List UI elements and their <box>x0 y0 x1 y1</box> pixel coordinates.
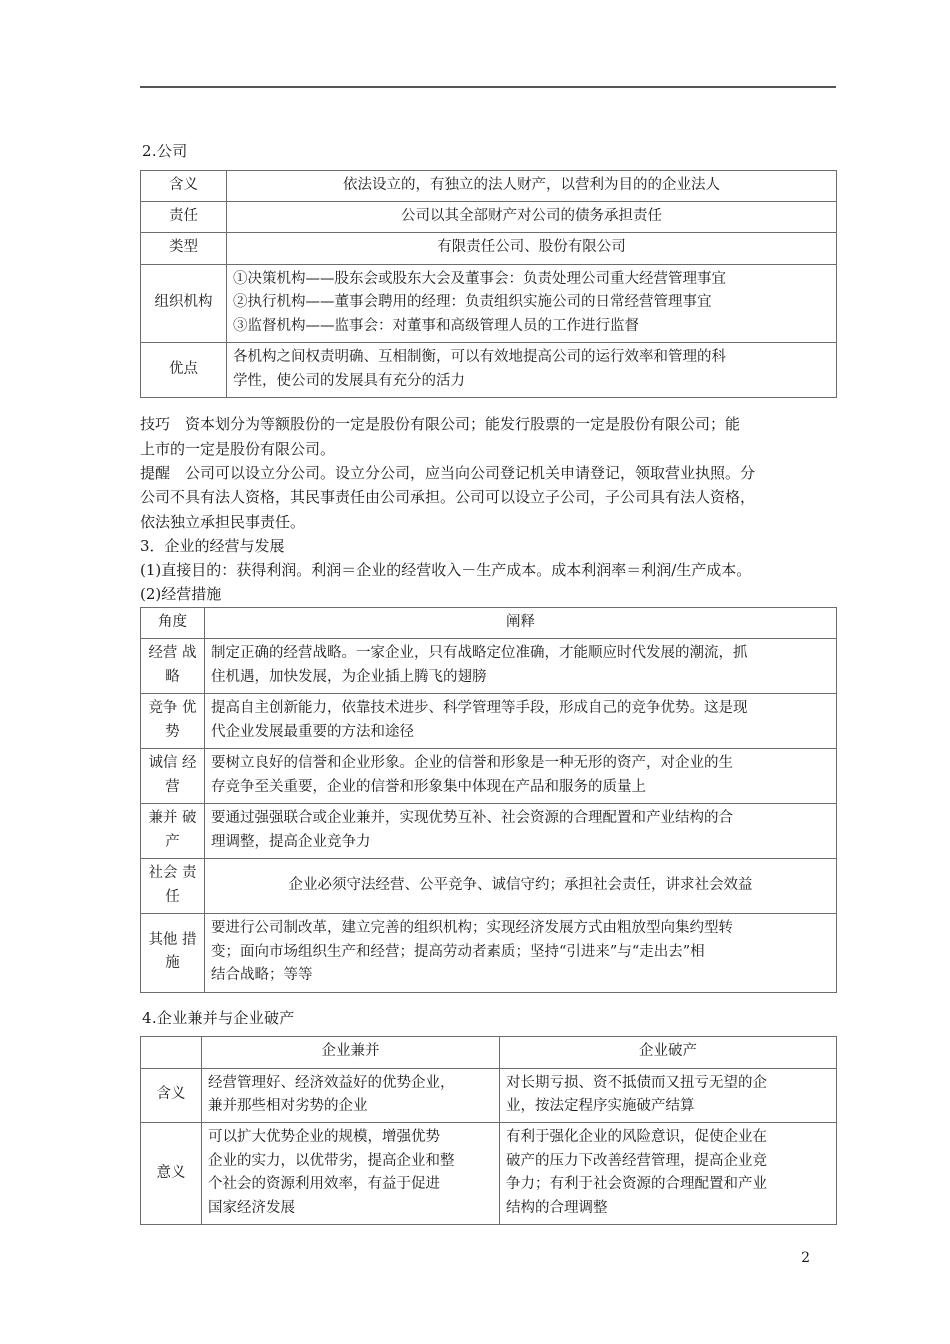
table-row <box>141 201 837 232</box>
page-number: 2 <box>801 1250 810 1266</box>
note-line: 依法独立承担民事责任。 <box>140 512 306 531</box>
content-line: 对长期亏损、资不抵债而又扭亏无望的企 <box>506 1074 767 1091</box>
table-row <box>141 804 837 859</box>
spacer <box>140 398 836 412</box>
content-line: 兼并那些相对劣势的企业 <box>208 1098 368 1114</box>
row-content <box>205 694 837 749</box>
row-content <box>205 859 837 914</box>
company-table <box>140 170 837 399</box>
table-header-row <box>141 1037 837 1068</box>
label-line: 破产 <box>165 810 197 850</box>
content-line: 住机遇，加快发展，为企业插上腾飞的翅膀 <box>211 668 487 685</box>
content-line: 结构的合理调整 <box>506 1199 608 1216</box>
content-line: 变；面向市场组织生产和经营；提高劳动者素质；坚持“引进来”与“走出去”相 <box>211 943 705 960</box>
row-content <box>227 343 837 398</box>
note-line: 提醒 公司可以设立分公司。设立分公司，应当向公司登记机关申请登记，领取营业执照。分 <box>140 463 756 482</box>
column-header-angle: 角度 <box>141 607 205 638</box>
content-line: 经营管理好、经济效益好的优势企业， <box>208 1074 455 1091</box>
table-row <box>141 749 837 804</box>
row-label <box>141 914 205 992</box>
label-line: 社会 <box>148 865 178 882</box>
content-line: 企业的实力，以优带劣，提高企业和整 <box>208 1152 455 1169</box>
content-line: 要进行公司制改革，建立完善的组织机构；实现经济发展方式由粗放型向集约型转 <box>211 920 733 937</box>
operation-point-1: (1)直接目的：获得利润。利润＝企业的经营收入－生产成本。成本利润率＝利润/生产成本。 <box>140 561 752 580</box>
row-label: 类型 <box>141 233 227 264</box>
row-content <box>227 233 837 264</box>
content-line: 依法设立的，有独立的法人财产，以营利为目的的企业法人 <box>343 176 720 193</box>
row-label: 优点 <box>141 343 227 398</box>
operation-point-2: (2)经营措施 <box>140 585 222 604</box>
content-line: 要树立良好的信誉和企业形象。企业的信誉和形象是一种无形的资产，对企业的生 <box>211 755 733 772</box>
row-content <box>227 264 837 342</box>
content-line: 存竞争至关重要，企业的信誉和形象集中体现在产品和服务的质量上 <box>211 778 646 795</box>
spacer <box>140 993 836 1007</box>
content-line: 要通过强强联合或企业兼并，实现优势互补、社会资源的合理配置和产业结构的合 <box>211 810 733 827</box>
column-header-explanation: 阐释 <box>205 607 837 638</box>
content-line: 有限责任公司、股份有限公司 <box>437 239 626 256</box>
table-header-row <box>141 607 837 638</box>
column-header-bankruptcy: 企业破产 <box>500 1037 837 1068</box>
content-line: 国家经济发展 <box>208 1199 295 1216</box>
table-row <box>141 343 837 398</box>
row-content <box>227 201 837 232</box>
note-reminder <box>140 461 836 534</box>
content-line: ①决策机构——股东会或股东大会及董事会：负责处理公司重大经营管理事宜 <box>233 270 726 287</box>
operation-measures-table <box>140 607 837 993</box>
table-row <box>141 694 837 749</box>
table-row <box>141 914 837 992</box>
section-heading-operation: 3．企业的经营与发展 <box>140 536 285 555</box>
row-label <box>141 749 205 804</box>
label-line: 措施 <box>165 931 197 972</box>
content-line: 业，按法定程序实施破产结算 <box>506 1098 695 1114</box>
row-label: 含义 <box>141 170 227 201</box>
row-content-merger <box>202 1123 500 1225</box>
row-label <box>141 804 205 859</box>
content-line: 可以扩大优势企业的规模，增强优势 <box>208 1129 440 1146</box>
label-line: 优势 <box>165 700 197 740</box>
row-content-bankruptcy <box>500 1068 837 1123</box>
table-row <box>141 233 837 264</box>
row-label <box>141 694 205 749</box>
table-row <box>141 264 837 342</box>
content-line: 学性，使公司的发展具有充分的活力 <box>233 372 465 389</box>
content-line: 代企业发展最重要的方法和途径 <box>211 723 414 740</box>
content-line: ②执行机构——董事会聘用的经理：负责组织实施公司的日常经营管理事宜 <box>233 294 712 311</box>
label-line: 竞争 <box>148 700 178 717</box>
row-content-merger <box>202 1068 500 1123</box>
row-label: 责任 <box>141 201 227 232</box>
note-line: 技巧 资本划分为等额股份的一定是股份有限公司；能发行股票的一定是股份有限公司；能 <box>140 415 741 434</box>
row-content-bankruptcy <box>500 1123 837 1225</box>
label-line: 兼并 <box>148 810 178 827</box>
table-row <box>141 859 837 914</box>
row-content <box>205 914 837 992</box>
row-label: 组织机构 <box>141 264 227 342</box>
content-line: 破产的压力下改善经营管理，提高企业竞 <box>506 1152 767 1169</box>
table-row <box>141 1123 837 1225</box>
content-line: 提高自主创新能力，依靠技术进步、科学管理等手段，形成自己的竞争优势。这是现 <box>211 700 748 717</box>
content-line: 结合战略；等等 <box>211 967 313 984</box>
label-line: 诚信 <box>148 755 178 772</box>
row-content <box>205 639 837 694</box>
row-label: 意义 <box>141 1123 202 1225</box>
label-line: 经营 <box>148 645 178 662</box>
page-content <box>140 140 836 1225</box>
row-content <box>205 804 837 859</box>
column-header-blank <box>141 1037 202 1068</box>
content-line: ③监督机构——监事会：对董事和高级管理人员的工作进行监督 <box>233 317 639 334</box>
merger-bankruptcy-table <box>140 1036 837 1225</box>
table-row <box>141 1068 837 1123</box>
row-label: 含义 <box>141 1068 202 1123</box>
content-line: 各机构之间权责明确、互相制衡，可以有效地提高公司的运行效率和管理的科 <box>233 349 726 366</box>
label-line: 其他 <box>148 931 178 948</box>
content-line: 争力；有利于社会资源的合理配置和产业 <box>506 1176 767 1193</box>
label-line: 责任 <box>165 865 197 905</box>
row-label <box>141 859 205 914</box>
row-label <box>141 639 205 694</box>
note-tip <box>140 412 836 461</box>
content-line: 企业必须守法经营、公平竞争、诚信守约；承担社会责任，讲求社会效益 <box>288 876 753 893</box>
content-line: 个社会的资源利用效率，有益于促进 <box>208 1176 440 1193</box>
note-line: 公司不具有法人资格，其民事责任由公司承担。公司可以设立子公司，子公司具有法人资格， <box>140 488 756 507</box>
content-line: 理调整，提高企业竞争力 <box>211 833 371 850</box>
section-heading-merger: 4.企业兼并与企业破产 <box>142 1008 295 1027</box>
label-line: 战略 <box>165 645 197 685</box>
table-row <box>141 170 837 201</box>
row-content <box>227 170 837 201</box>
column-header-merger: 企业兼并 <box>202 1037 500 1068</box>
content-line: 有利于强化企业的风险意识，促使企业在 <box>506 1129 767 1146</box>
content-line: 制定正确的经营战略。一家企业，只有战略定位准确，才能顺应时代发展的潮流，抓 <box>211 645 748 662</box>
section-heading-company: 2.公司 <box>142 142 188 160</box>
label-line: 经营 <box>165 755 197 795</box>
row-content <box>205 749 837 804</box>
table-row <box>141 639 837 694</box>
header-rule <box>140 86 836 88</box>
content-line: 公司以其全部财产对公司的债务承担责任 <box>401 207 662 224</box>
note-line: 上市的一定是股份有限公司。 <box>140 439 336 458</box>
